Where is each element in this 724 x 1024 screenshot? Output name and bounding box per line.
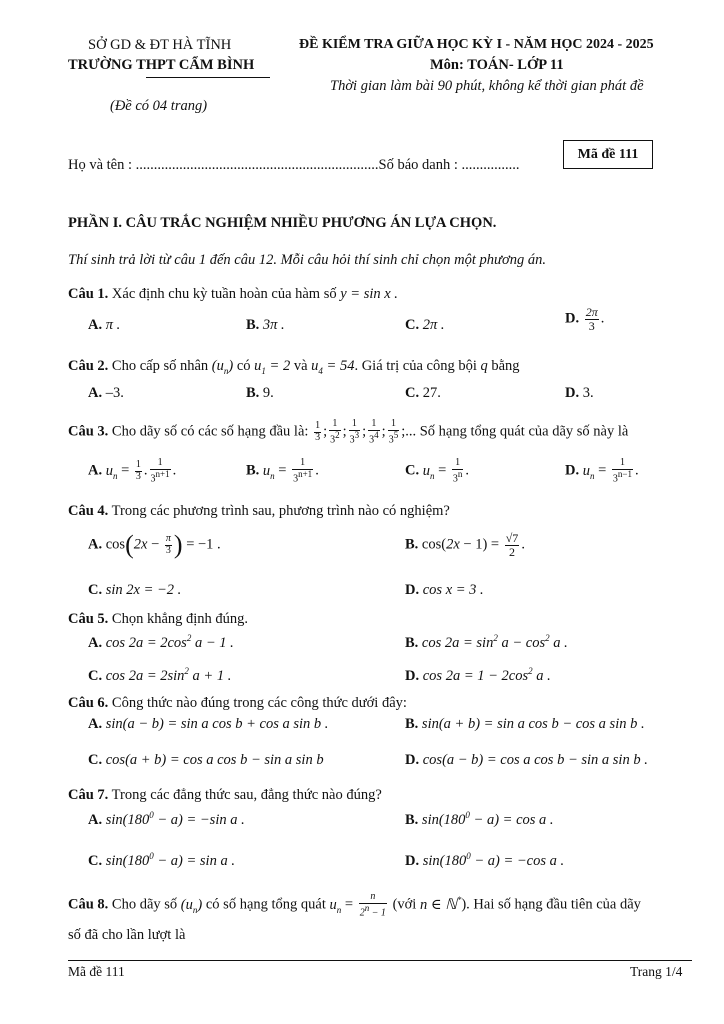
q2-option-d[interactable]: D. 3. <box>565 385 594 401</box>
question-7: Câu 7. Trong các đẳng thức sau, đẳng thức nào đúng? <box>68 787 382 803</box>
header-divider <box>146 77 270 78</box>
q4-option-c[interactable]: C. sin 2x = −2 . <box>88 582 182 598</box>
exam-code-box: Mã đề 111 <box>563 140 653 169</box>
subject-line: Môn: TOÁN- LỚP 11 <box>430 57 564 73</box>
q6-option-c[interactable]: C. cos(a + b) = cos a cos b − sin a sin b <box>88 752 324 768</box>
footer-exam-code: Mã đề 111 <box>68 964 125 979</box>
footer-page-number: Trang 1/4 <box>630 964 683 979</box>
question-1: Câu 1. Xác định chu kỳ tuần hoàn của hàm số y = sin x . <box>68 286 398 302</box>
section-title: PHẦN I. CÂU TRẮC NGHIỆM NHIỀU PHƯƠNG ÁN LỰA CHỌN. <box>68 215 497 231</box>
student-name-field: Họ và tên : ...................................................................Số báo danh : ................ <box>68 157 520 173</box>
q3-option-d[interactable]: D. $u_n$ = $\frac{1}{3^{n-1}}$ . <box>565 457 639 484</box>
q1-option-d[interactable]: D. $\frac{2\pi}{3}$ . <box>565 305 605 333</box>
q6-option-b[interactable]: B. sin(a + b) = sin a cos b − cos a sin b . <box>405 716 645 732</box>
question-8-continued: số đã cho lần lượt là <box>68 927 186 943</box>
q7-option-d[interactable]: D. $\sin(180^0 - a) = -\cos$ a . <box>405 851 565 869</box>
question-5: Câu 5. Chọn khẳng định đúng. <box>68 611 249 627</box>
q2-option-c[interactable]: C. 27. <box>405 385 441 401</box>
q3-option-a[interactable]: A. $u_n$ = $\frac{1}{3}$ . $\frac{1}{3^{n+1}}$ . <box>88 457 177 484</box>
q5-option-a[interactable]: A. $\cos 2a = 2\cos^2$ a − 1 . <box>88 633 234 651</box>
q4-option-a[interactable]: A. cos(2x − $\frac{\pi}{3}$ ) = −1 . <box>88 530 221 559</box>
section-instruction: Thí sinh trả lời từ câu 1 đến câu 12. Mỗi câu hỏi thí sinh chỉ chọn một phương án. <box>68 252 546 268</box>
school-name: TRƯỜNG THPT CẨM BÌNH <box>68 57 255 73</box>
q4-option-d[interactable]: D. cos x = 3 . <box>405 582 484 598</box>
question-6: Câu 6. Công thức nào đúng trong các công thức dưới đây: <box>68 695 407 711</box>
q7-option-c[interactable]: C. $\sin(180^0 - a) = \sin a$ . <box>88 851 235 869</box>
q7-option-a[interactable]: A. $\sin(180^0 - a) = -\sin$ a . <box>88 810 245 828</box>
exam-title: ĐỀ KIỂM TRA GIỮA HỌC KỲ I - NĂM HỌC 2024 - 2025 <box>299 37 654 52</box>
department-name: SỞ GD & ĐT HÀ TĨNH <box>88 37 232 53</box>
q7-option-b[interactable]: B. $\sin(180^0 - a) = \cos a$ . <box>405 810 554 828</box>
question-8: Câu 8. Cho dãy số $(u_n)$ có số hạng tổng quát $u_n$ = $\frac{n}{2^n - 1}$ (với n ∈ ℕ*). Hai số hạng đầu tiên của dãy <box>68 891 641 918</box>
time-note: Thời gian làm bài 90 phút, không kể thời gian phát đề <box>330 78 644 94</box>
question-4: Câu 4. Trong các phương trình sau, phương trình nào có nghiệm? <box>68 503 450 519</box>
q5-option-d[interactable]: D. $\cos 2a = 1 - 2\cos^2$ a . <box>405 666 551 684</box>
pages-note: (Đề có 04 trang) <box>110 98 208 114</box>
q6-option-d[interactable]: D. cos(a − b) = cos a cos b − sin a sin b . <box>405 752 648 768</box>
q4-option-b[interactable]: B. cos(2x − 1) = $\frac{√7}{2}$ . <box>405 531 525 559</box>
footer-divider <box>68 960 692 961</box>
q3-option-c[interactable]: C. $u_n$ = $\frac{1}{3^n}$ . <box>405 457 470 484</box>
q1-option-c[interactable]: C. 2π . <box>405 317 445 333</box>
q2-option-a[interactable]: A. –3. <box>88 385 124 401</box>
q1-option-b[interactable]: B. 3π . <box>246 317 285 333</box>
question-2: Câu 2. Cho cấp số nhân $(u_n)$ có $u_1 = 2$ và $u_4 = 54$. Giá trị của công bội q bằng <box>68 358 520 376</box>
q5-option-b[interactable]: B. $\cos 2a = \sin^2 a - \cos^2 a$ . <box>405 633 568 651</box>
q5-option-c[interactable]: C. $\cos 2a = 2\sin^2$ a + 1 . <box>88 666 232 684</box>
q3-option-b[interactable]: B. $u_n$ = $\frac{1}{3^{n+1}}$ . <box>246 457 319 484</box>
question-3: Câu 3. Cho dãy số có các số hạng đầu là: $\frac{1}{3}$ ; $\frac{1}{3^2}$ ; $\frac{1}{3^3}$ ; $\frac{1}{3^4}$ ; $\frac{1}{3^5}$ ;... Số hạng tổng quát của dãy số này là <box>68 418 629 445</box>
q1-option-a[interactable]: A. π . <box>88 317 121 333</box>
q2-option-b[interactable]: B. 9. <box>246 385 274 401</box>
q6-option-a[interactable]: A. sin(a − b) = sin a cos b + cos a sin b . <box>88 716 329 732</box>
